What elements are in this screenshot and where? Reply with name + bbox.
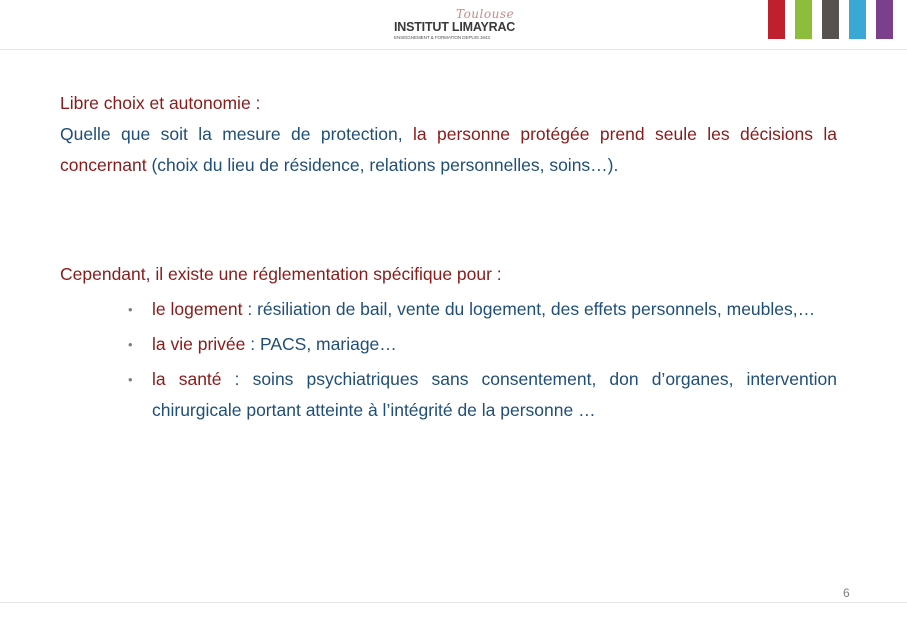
section-paragraph	[60, 119, 837, 181]
slide-header	[0, 0, 907, 50]
color-bar-gray	[822, 0, 839, 39]
section-autonomy	[60, 88, 837, 181]
bullet-desc: : résiliation de bail, vente du logement, des effets personnels, meubles,…	[242, 299, 816, 319]
paragraph-intro: Quelle que soit la mesure de protection,	[60, 124, 413, 144]
list-item	[128, 364, 837, 426]
regulation-lead: Cependant, il existe une réglementation spécifique pour :	[60, 264, 502, 284]
bullet-icon: •	[128, 302, 133, 317]
paragraph-emphasis: la personne protégée prend seule les décisions la concernant	[60, 124, 837, 175]
color-bar-blue	[849, 0, 866, 39]
bullet-term: la vie privée	[152, 334, 246, 354]
footer-divider	[0, 602, 907, 603]
color-bar-green	[795, 0, 812, 39]
list-item	[128, 294, 837, 325]
list-item	[128, 329, 837, 360]
bullet-desc: : soins psychiatriques sans consentement, don d’organes, intervention chirurgicale portant atteinte à l’intégrité de la personne …	[152, 369, 837, 420]
color-bar-purple	[876, 0, 893, 39]
section-title: Libre choix et autonomie :	[60, 93, 261, 113]
bullet-term: le logement	[152, 299, 243, 319]
logo-sub-text: ENSEIGNEMENT & FORMATION DEPUIS 1943	[394, 35, 490, 40]
institut-limayrac-logo	[394, 9, 518, 43]
bullet-icon: •	[128, 337, 133, 352]
regulation-list	[128, 294, 837, 430]
bullet-icon: •	[128, 372, 133, 387]
brand-color-bars	[768, 0, 893, 39]
logo-main-text: INSTITUT LIMAYRAC	[394, 20, 516, 34]
color-bar-red	[768, 0, 785, 39]
logo-script-text: Toulouse	[456, 7, 515, 21]
bullet-desc: : PACS, mariage…	[245, 334, 397, 354]
paragraph-examples: (choix du lieu de résidence, relations personnelles, soins…).	[146, 155, 619, 175]
bullet-term: la santé	[152, 369, 222, 389]
page-number: 6	[843, 586, 850, 600]
